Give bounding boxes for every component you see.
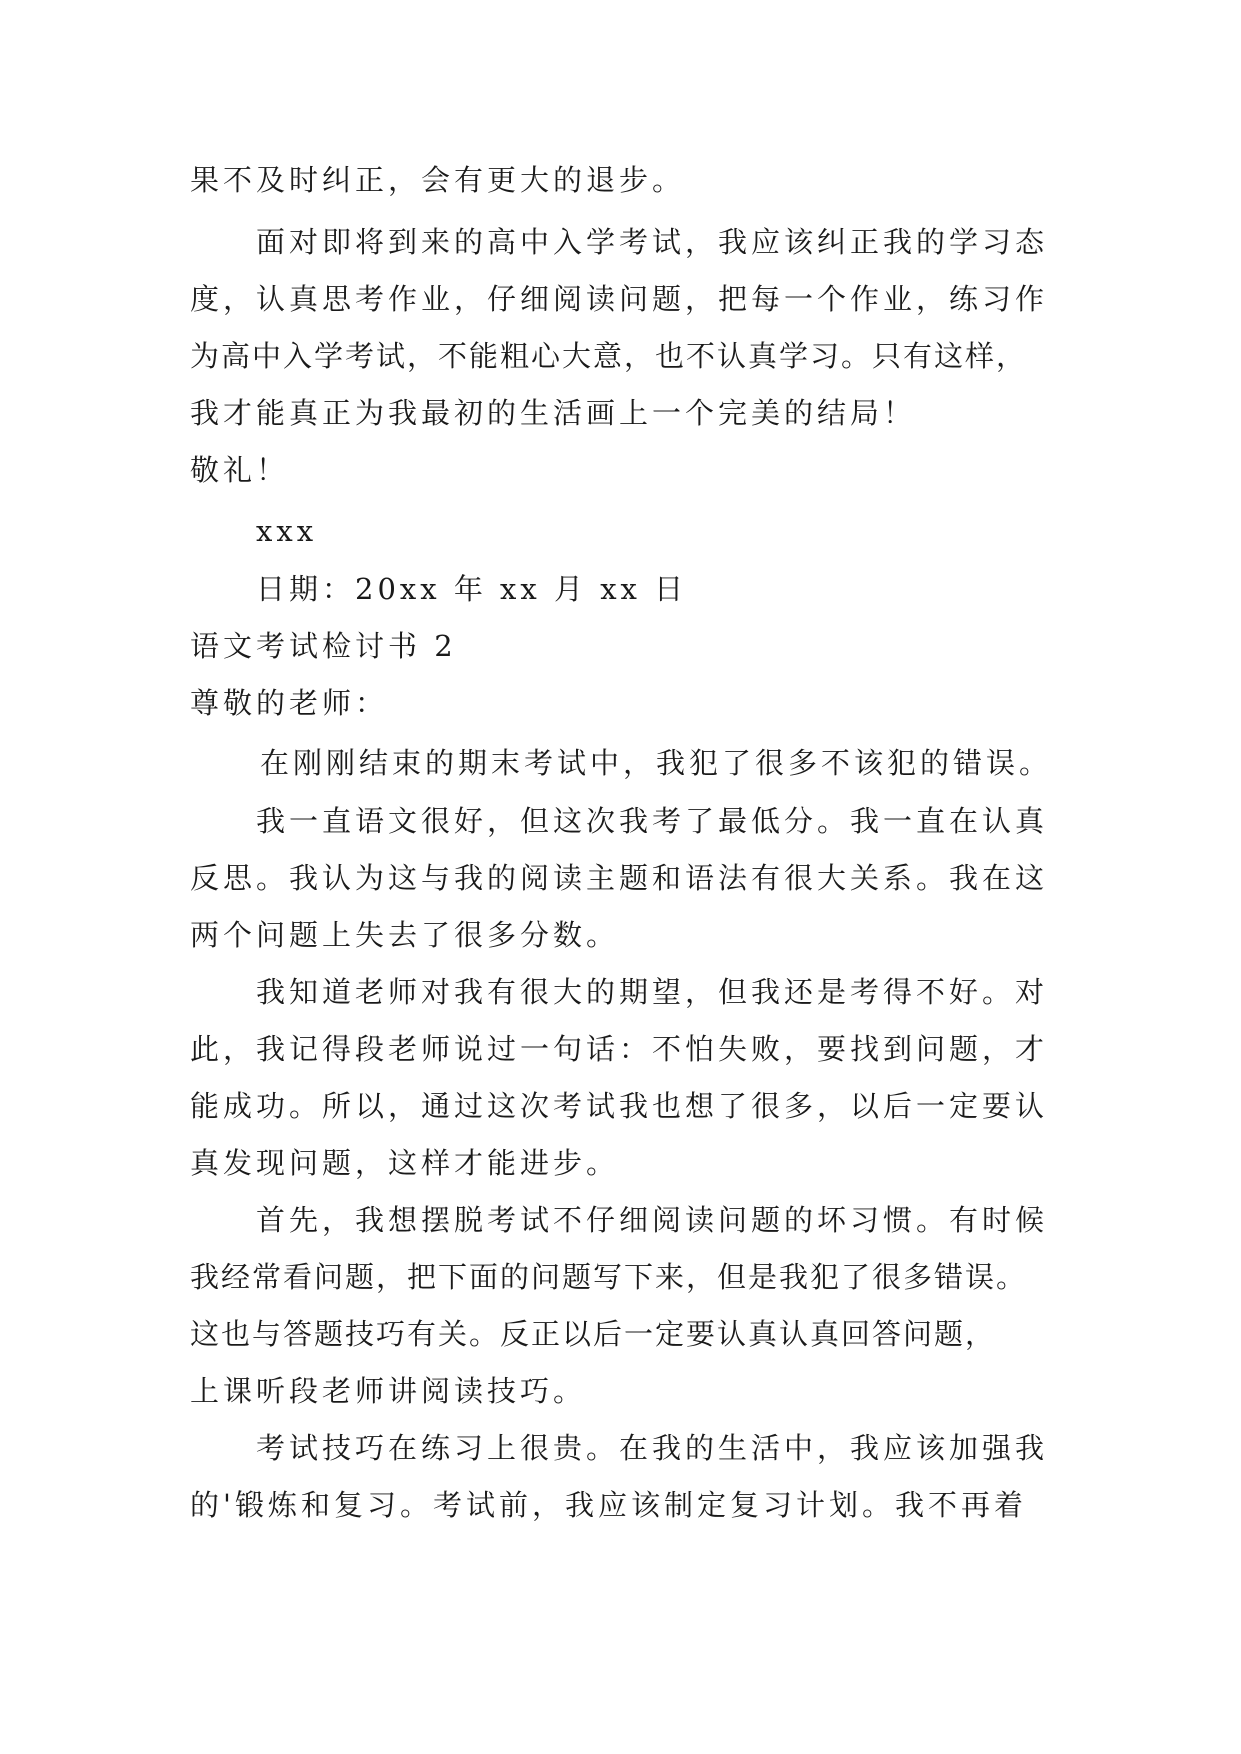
paragraph-line: 在刚刚结束的期末考试中，我犯了很多不该犯的错误。 <box>260 746 1053 780</box>
paragraph-line: 上课听段老师讲阅读技巧。 <box>190 1374 587 1408</box>
paragraph-line: 我一直语文很好，但这次我考了最低分。我一直在认真 <box>256 804 1049 838</box>
section-title: 语文考试检讨书 2 <box>190 629 457 663</box>
paragraph-line: 为高中入学考试，不能粗心大意，也不认真学习。只有这样， <box>190 339 1028 373</box>
paragraph-line: 两个问题上失去了很多分数。 <box>190 918 620 952</box>
paragraph-line: 度，认真思考作业，仔细阅读问题，把每一个作业，练习作 <box>190 282 1049 316</box>
paragraph-line: 真发现问题，这样才能进步。 <box>190 1146 620 1180</box>
paragraph-line: 面对即将到来的高中入学考试，我应该纠正我的学习态 <box>256 225 1049 259</box>
paragraph-line: 我经常看问题，把下面的问题写下来，但是我犯了很多错误。 <box>190 1260 1028 1294</box>
paragraph-line: 考试技巧在练习上很贵。在我的生活中，我应该加强我 <box>256 1431 1049 1465</box>
signature-date: 日期：20xx 年 xx 月 xx 日 <box>256 572 688 606</box>
paragraph-line: 能成功。所以，通过这次考试我也想了很多，以后一定要认 <box>190 1089 1049 1123</box>
paragraph-line: 果不及时纠正，会有更大的退步。 <box>190 163 686 197</box>
paragraph-line: 此，我记得段老师说过一句话：不怕失败，要找到问题，才 <box>190 1032 1049 1066</box>
paragraph-line: 首先，我想摆脱考试不仔细阅读问题的坏习惯。有时候 <box>256 1203 1049 1237</box>
paragraph-line: 我知道老师对我有很大的期望，但我还是考得不好。对 <box>256 975 1049 1009</box>
paragraph-line: 我才能真正为我最初的生活画上一个完美的结局！ <box>190 396 917 430</box>
paragraph-line: 这也与答题技巧有关。反正以后一定要认真认真回答问题， <box>190 1317 997 1351</box>
paragraph-line: 的'锻炼和复习。考试前，我应该制定复习计划。我不再着 <box>190 1488 1027 1522</box>
signature-name: xxx <box>256 514 318 548</box>
paragraph-line: 反思。我认为这与我的阅读主题和语法有很大关系。我在这 <box>190 861 1049 895</box>
closing-salutation: 敬礼！ <box>190 453 290 487</box>
salutation: 尊敬的老师： <box>190 686 389 720</box>
